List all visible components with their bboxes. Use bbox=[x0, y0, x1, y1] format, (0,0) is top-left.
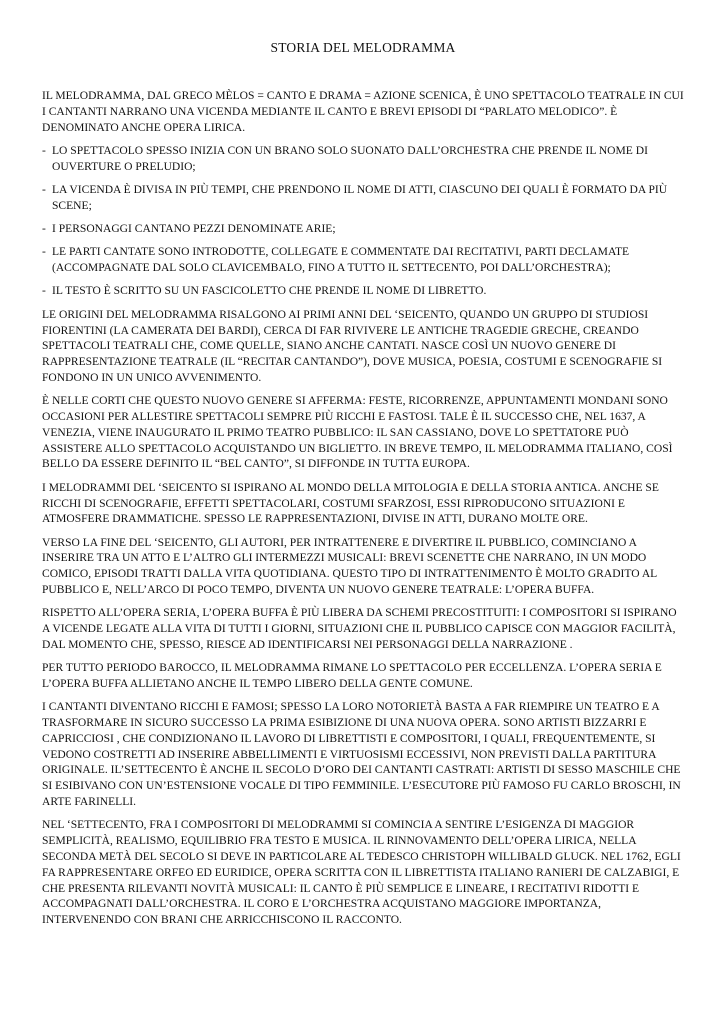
body-paragraph: I MELODRAMMI DEL ‘SEICENTO SI ISPIRANO AL MONDO DELLA MITOLOGIA E DELLA STORIA ANTICA. ANCHE SE RICCHI DI SCENOGRAFIE, EFFETTI SPETTACOLARI, COSTUMI SFARZOSI, ESSI RIPRODUCONO SITUAZIONI E ATMOSFERE DRAMMATICHE. SPESSO LE RAPPRESENTAZIONI, DIVISE IN ATTI, DURANO MOLTE ORE. bbox=[42, 481, 659, 526]
list-item bbox=[42, 144, 684, 176]
list-dash: - bbox=[42, 285, 46, 298]
list-item-text: I PERSONAGGI CANTANO PEZZI DENOMINATE ARIE; bbox=[52, 223, 336, 236]
list-item bbox=[42, 284, 684, 300]
body-paragraph: PER TUTTO PERIODO BAROCCO, IL MELODRAMMA RIMANE LO SPETTACOLO PER ECCELLENZA. L’OPERA SERIA E L’OPERA BUFFA ALLIETANO ANCHE IL TEMPO LIBERO DELLA GENTE COMUNE. bbox=[42, 662, 662, 690]
document-page bbox=[42, 40, 684, 936]
body-paragraph: È NELLE CORTI CHE QUESTO NUOVO GENERE SI AFFERMA: FESTE, RICORRENZE, APPUNTAMENTI MONDANI SONO OCCASIONI PER ALLESTIRE SPETTACOLI SEMPRE PIÙ RICCHI E FASTOSI. TALE È IL SUCCESSO CHE, NEL 1637, A VENEZIA, VIENE INAUGURATO IL PRIMO TEATRO PUBBLICO: IL SAN CASSIANO, DOVE LO SPETTATORE PUÒ ASSISTERE ALLO SPETTACOLO ACQUISTANDO UN BIGLIETTO. IN BREVE TEMPO, IL MELODRAMMA ITALIANO, COSÌ BELLO DA ESSERE DEFINITO IL “BEL CANTO”, SI DIFFONDE IN TUTTA EUROPA. bbox=[42, 395, 673, 471]
list-dash: - bbox=[42, 144, 46, 157]
list-dash: - bbox=[42, 223, 46, 236]
feature-list bbox=[42, 144, 684, 300]
list-item-text: LE PARTI CANTATE SONO INTRODOTTE, COLLEGATE E COMMENTATE DAI RECITATIVI, PARTI DECLAMATE (ACCOMPAGNATE DAL SOLO CLAVICEMBALO, FINO A TUTTO IL SETTECENTO, POI DALL’ORCHESTRA); bbox=[52, 246, 630, 275]
list-item bbox=[42, 183, 684, 215]
list-item-text: LA VICENDA È DIVISA IN PIÙ TEMPI, CHE PRENDONO IL NOME DI ATTI, CIASCUNO DEI QUALI È FORMATO DA PIÙ SCENE; bbox=[52, 183, 668, 212]
body-paragraph: RISPETTO ALL’OPERA SERIA, L’OPERA BUFFA È PIÙ LIBERA DA SCHEMI PRECOSTITUITI: I COMPOSITORI SI ISPIRANO A VICENDE LEGATE ALLA VITA DI TUTTI I GIORNI, SITUAZIONI CHE IL PUBBLICO CAPISCE CON MAGGIOR FACILITÀ, DAL MOMENTO CHE, SPESSO, RIESCE AD IDENTIFICARSI NEI PERSONAGGI DELLA NARRAZIONE . bbox=[42, 607, 677, 651]
intro-paragraph: IL MELODRAMMA, DAL GRECO MÈLOS = CANTO E DRAMA = AZIONE SCENICA, È UNO SPETTACOLO TEATRALE IN CUI I CANTANTI NARRANO UNA VICENDA MEDIANTE IL CANTO E BREVI EPISODI DI “PARLATO MELODICO”. È DENOMINATO ANCHE OPERA LIRICA. bbox=[42, 90, 684, 134]
list-item bbox=[42, 245, 684, 277]
list-dash: - bbox=[42, 183, 46, 196]
page-title: STORIA DEL MELODRAMMA bbox=[270, 40, 456, 55]
body-paragraph: VERSO LA FINE DEL ‘SEICENTO, GLI AUTORI, PER INTRATTENERE E DIVERTIRE IL PUBBLICO, COMINCIANO A INSERIRE TRA UN ATTO E L’ALTRO GLI INTERMEZZI MUSICALI: BREVI SCENETTE CHE NARRANO, IN UN MODO COMICO, EPISODI TRATTI DALLA VITA QUOTIDIANA. QUESTO TIPO DI INTRATTENIMENTO È MOLTO GRADITO AL PUBBLICO E, NELL’ARCO DI POCO TEMPO, DIVENTA UN NUOVO GENERE TEATRALE: L’OPERA BUFFA. bbox=[42, 536, 657, 597]
body-paragraph: NEL ‘SETTECENTO, FRA I COMPOSITORI DI MELODRAMMI SI COMINCIA A SENTIRE L’ESIGENZA DI MAGGIOR SEMPLICITÀ, REALISMO, EQUILIBRIO FRA TESTO E MUSICA. IL RINNOVAMENTO DELL’OPERA LIRICA, NELLA SECONDA METÀ DEL SECOLO SI DEVE IN PARTICOLARE AL TEDESCO CHRISTOPH WILLIBALD GLUCK. NEL 1762, EGLI FA RAPPRESENTARE ORFEO ED EURIDICE, OPERA SCRITTA CON IL LIBRETTISTA ITALIANO RANIERI DE CALZABIGI, E CHE PRESENTA RILEVANTI NOVITÀ MUSICALI: IL CANTO È PIÙ SEMPLICE E LINEARE, I RECITATIVI RIDOTTI E ACCOMPAGNATI DALL’ORCHESTRA. IL CORO E L’ORCHESTRA ACQUISTANO MAGGIORE IMPORTANZA, INTERVENENDO CON BRANI CHE ARRICCHISCONO IL RACCONTO. bbox=[42, 819, 681, 927]
list-item bbox=[42, 222, 684, 238]
list-dash: - bbox=[42, 246, 46, 259]
list-item-text: IL TESTO È SCRITTO SU UN FASCICOLETTO CHE PRENDE IL NOME DI LIBRETTO. bbox=[52, 285, 487, 298]
body-paragraph: I CANTANTI DIVENTANO RICCHI E FAMOSI; SPESSO LA LORO NOTORIETÀ BASTA A FAR RIEMPIRE UN TEATRO E A TRASFORMARE IN SICURO SUCCESSO LA PRIMA ESIBIZIONE DI UNA NUOVA OPERA. SONO ARTISTI BIZZARRI E CAPRICCIOSI , CHE CONDIZIONANO IL LAVORO DI LIBRETTISTI E COMPOSITORI, I QUALI, FREQUENTEMENTE, SI VEDONO COSTRETTI AD INSERIRE ABBELLIMENTI E VIRTUOSISMI ECCESSIVI, NON PREVISTI DALLA PARTITURA ORIGINALE. IL’SETTECENTO È ANCHE IL SECOLO D’ORO DEI CANTANTI CASTRATI: ARTISTI DI SESSO MASCHILE CHE SI ESIBIVANO CON UN’ESTENSIONE VOCALE DI TIPO FEMMINILE. L’ESECUTORE PIÙ FAMOSO FU CARLO BROSCHI, IN ARTE FARINELLI. bbox=[42, 701, 681, 809]
list-item-text: LO SPETTACOLO SPESSO INIZIA CON UN BRANO SOLO SUONATO DALL’ORCHESTRA CHE PRENDE IL NOME DI OUVERTURE O PRELUDIO; bbox=[52, 144, 648, 173]
body-paragraph: LE ORIGINI DEL MELODRAMMA RISALGONO AI PRIMI ANNI DEL ‘SEICENTO, QUANDO UN GRUPPO DI STUDIOSI FIORENTINI (LA CAMERATA DEI BARDI), CERCA DI FAR RIVIVERE LE ANTICHE TRAGEDIE GRECHE, CREANDO SPETTACOLI TEATRALI CHE, COME QUELLE, SIANO ANCHE CANTATI. NASCE COSÌ UN NUOVO GENERE DI RAPPRESENTAZIONE TEATRALE (IL “RECITAR CANTANDO”), DOVE MUSICA, POESIA, COSTUMI E SCENOGRAFIE SI FONDONO IN UN UNICO AVVENIMENTO. bbox=[42, 308, 663, 384]
